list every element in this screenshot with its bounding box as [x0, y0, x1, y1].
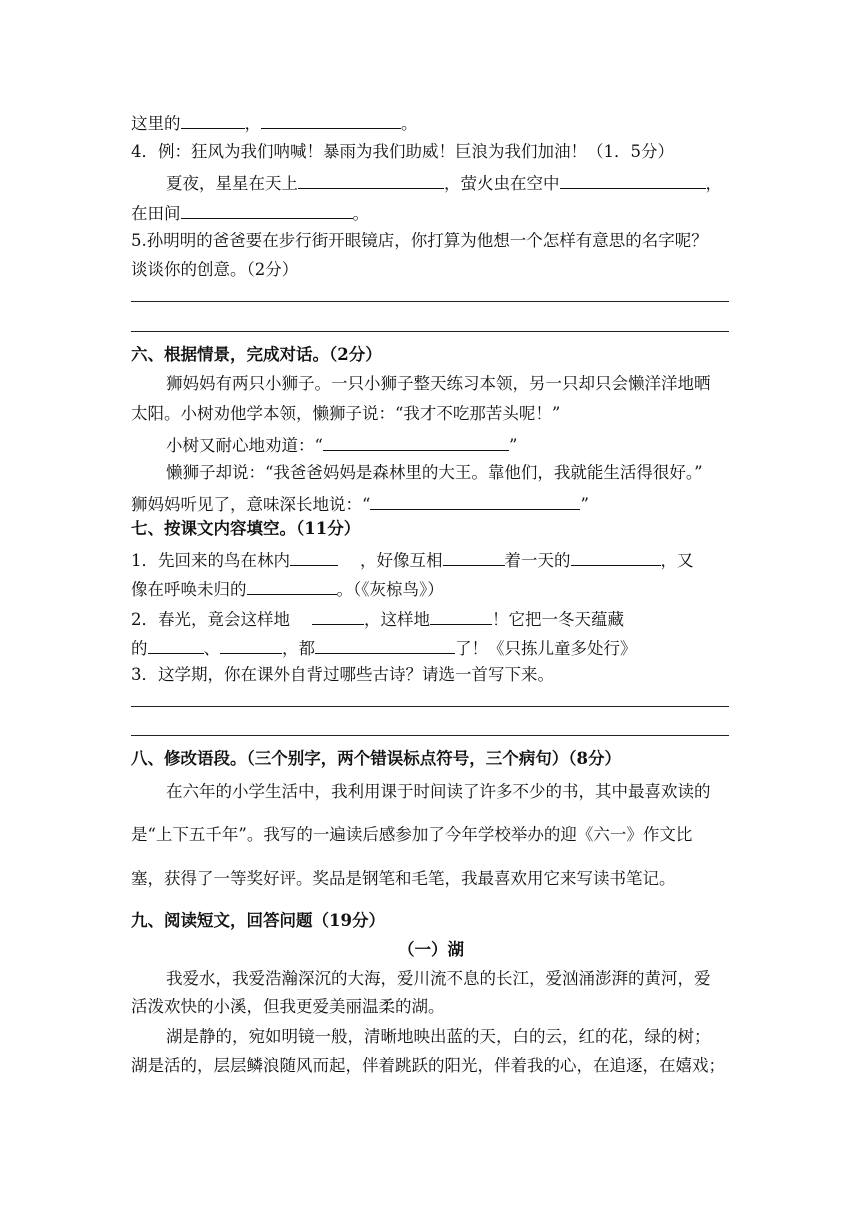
answer-blank[interactable] [290, 549, 338, 566]
answer-line[interactable] [131, 706, 729, 707]
passage-line-4: 湖是活的，层层鳞浪随风而起，伴着跳跃的阳光，伴着我的心，在追逐，在嬉戏； [131, 1056, 725, 1075]
answer-blank[interactable] [181, 202, 353, 219]
q4-line-1: 夏夜，星星在天上 ，萤火虫在空中 ， [166, 174, 722, 193]
passage-line-3: 湖是静的，宛如明镜一般，清晰地映出蓝的天，白的云，红的花，绿的树； [166, 1027, 711, 1046]
answer-blank[interactable] [298, 172, 444, 189]
answer-line[interactable] [131, 301, 729, 302]
section8-line-1: 在六年的小学生活中，我利用课于时间读了许多不少的书，其中最喜欢读的 [166, 782, 711, 801]
section6-para-1: 狮妈妈有两只小狮子。一只小狮子整天练习本领，另一只却只会懒洋洋地晒 [166, 374, 711, 393]
section7-q2-line-2: 的 、 ，都 了！《只拣儿童多处行》 [131, 639, 637, 658]
section6-dialog-2: 狮妈妈听见了，意味深长地说：“ ” [131, 495, 589, 514]
section7-q2-line-1: 2．春光，竟会这样地 ，这样地 ！它把一冬天蕴藏 [131, 610, 624, 629]
answer-blank[interactable] [261, 112, 401, 129]
answer-line[interactable] [131, 331, 729, 332]
answer-blank[interactable] [560, 172, 706, 189]
section9-title: 九、阅读短文，回答问题（19分） [131, 911, 385, 930]
section6-para-4: 懒狮子却说：“我爸爸妈妈是森林里的大王。靠他们，我就能生活得很好。” [166, 463, 703, 482]
answer-blank[interactable] [370, 493, 580, 510]
answer-line[interactable] [131, 735, 729, 736]
q4-stem: 4．例：狂风为我们呐喊！暴雨为我们助威！巨浪为我们加油！（1．5分） [131, 142, 674, 161]
answer-blank[interactable] [148, 637, 204, 654]
q3-tail-text: 这里的 [131, 114, 181, 133]
section7-q1-line-2: 像在呼唤未归的 。（《灰椋鸟》） [131, 580, 444, 599]
section7-q1-line-1: 1．先回来的鸟在林内 ，好像互相 着一天的 ，又 [131, 551, 694, 570]
answer-blank[interactable] [220, 637, 282, 654]
answer-blank[interactable] [443, 549, 505, 566]
q5-line-1: 5.孙明明的爸爸要在步行街开眼镜店，你打算为他想一个怎样有意思的名字呢？ [131, 231, 708, 250]
passage-title: （一）湖 [398, 940, 464, 959]
q4-line-2: 在田间 。 [131, 204, 369, 223]
section7-title: 七、按课文内容填空。（11分） [131, 519, 361, 538]
section8-line-2: 是“上下五千年”。我写的一遍读后感参加了今年学校举办的迎《六一》作文比 [131, 825, 693, 844]
answer-blank[interactable] [181, 112, 245, 129]
answer-blank[interactable] [315, 637, 455, 654]
section6-title: 六、根据情景，完成对话。（2分） [131, 345, 382, 364]
section8-title: 八、修改语段。（三个别字，两个错误标点符号，三个病句）（8分） [131, 749, 621, 768]
answer-blank[interactable] [247, 578, 337, 595]
passage-line-1: 我爱水，我爱浩瀚深沉的大海，爱川流不息的长江，爱汹涌澎湃的黄河，爱 [166, 969, 711, 988]
q5-line-2: 谈谈你的创意。（2分） [131, 260, 299, 279]
section7-q3: 3．这学期，你在课外自背过哪些古诗？请选一首写下来。 [131, 665, 554, 684]
passage-line-2: 活泼欢快的小溪，但我更爱美丽温柔的湖。 [131, 997, 445, 1016]
answer-blank[interactable] [312, 608, 364, 625]
q3-tail-line: 这里的 ， 。 [131, 114, 418, 133]
answer-blank[interactable] [571, 549, 661, 566]
section6-para-2: 太阳。小树劝他学本领，懒狮子说：“我才不吃那苦头呢！” [131, 404, 561, 423]
answer-blank[interactable] [430, 608, 492, 625]
answer-blank[interactable] [323, 434, 509, 451]
section8-line-3: 塞，获得了一等奖好评。奖品是钢笔和毛笔，我最喜欢用它来写读书笔记。 [131, 869, 676, 888]
section6-dialog-1: 小树又耐心地劝道：“ ” [166, 436, 518, 455]
